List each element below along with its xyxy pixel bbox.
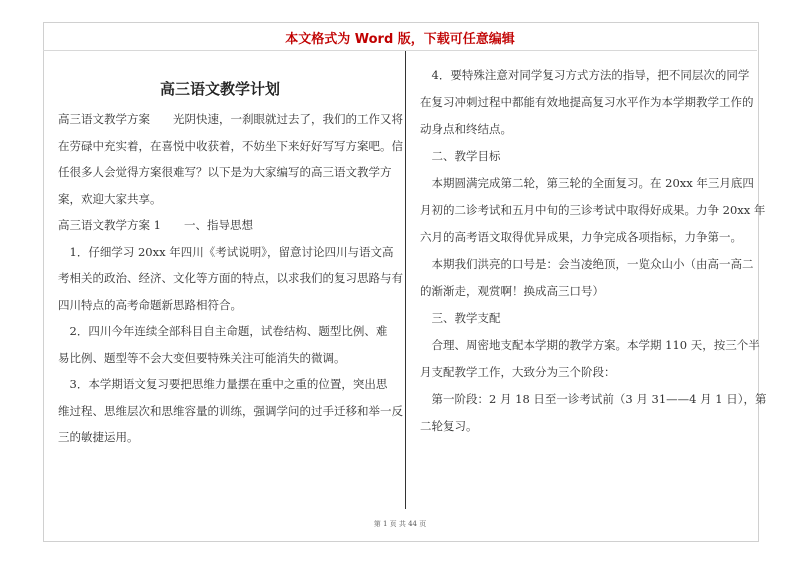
editable-format-banner: 本文格式为 Word 版，下载可任意编辑 <box>285 32 515 47</box>
left-text-line: 维过程、思维层次和思维容量的训练，强调学问的过手迁移和举一反 <box>58 403 403 418</box>
left-text-line: 三的敏捷运用。 <box>58 430 139 444</box>
right-text-line: 本期圆满完成第二轮，第三轮的全面复习。在 20xx 年三月底四 <box>420 176 754 190</box>
left-text-line: 案，欢迎大家共享。 <box>58 191 162 206</box>
right-text-line: 在复习冲刺过程中都能有效地提高复习水平作为本学期教学工作的 <box>420 95 754 109</box>
right-text-line: 三、教学支配 <box>420 311 501 325</box>
right-text-line: 4．要特殊注意对同学复习方式方法的指导，把不同层次的同学 <box>420 68 750 82</box>
left-text-line: 易比例、题型等不会大变但要特殊关注可能消失的微调。 <box>58 350 346 365</box>
left-text-line: 考相关的政治、经济、文化等方面的特点，以求我们的复习思路与有 <box>58 271 403 285</box>
right-column <box>420 62 767 440</box>
left-text-line: 2．四川今年连续全部科目自主命题，试卷结构、题型比例、难 <box>58 324 388 338</box>
right-text-line: 六月的高考语文取得优异成果，力争完成各项指标，力争第一。 <box>420 230 742 244</box>
left-text-line: 1．仔细学习 20xx 年四川《考试说明》，留意讨论四川与语文高 <box>58 244 394 259</box>
document-title: 高三语文教学计划 <box>160 80 281 98</box>
left-text-line: 任很多人会觉得方案很难写？以下是为大家编写的高三语文教学方 <box>58 165 392 179</box>
right-text-line: 月支配教学工作，大致分为三个阶段： <box>420 365 616 379</box>
left-text-line: 高三语文教学方案 光阴快速，一刹眼就过去了，我们的工作又将 <box>58 112 403 126</box>
right-text-line: 合理、周密地支配本学期的教学方案。本学期 110 天，按三个半 <box>420 338 760 352</box>
left-text-line: 四川特点的高考命题新思路相符合。 <box>58 297 242 312</box>
left-text-line: 3．本学期语文复习要把思维力量摆在重中之重的位置，突出思 <box>58 377 388 391</box>
page-number-footer: 第 1 页 共 44 页 <box>373 520 427 528</box>
right-text-line: 二轮复习。 <box>420 419 478 433</box>
left-text-line: 高三语文教学方案 1 一、指导思想 <box>58 218 253 232</box>
right-text-line: 动身点和终结点。 <box>420 122 512 136</box>
right-text-line: 本期我们洪亮的口号是：会当凌绝顶，一览众山小（由高一高二 <box>420 257 754 271</box>
right-text-line: 第一阶段：2 月 18 日至一诊考试前（3 月 31——4 月 1 日），第 <box>420 392 767 406</box>
right-text-line: 二、教学目标 <box>420 149 501 163</box>
left-text-line: 在劳碌中充实着，在喜悦中收获着，不妨坐下来好好写写方案吧。信 <box>58 138 403 153</box>
right-text-line: 的渐渐走，观赏啊！换成高三口号） <box>420 284 604 298</box>
banner-divider <box>43 50 757 51</box>
right-text-line: 月初的二诊考试和五月中旬的三诊考试中取得好成果。力争 20xx 年 <box>420 203 766 217</box>
column-divider <box>405 51 406 509</box>
left-column <box>58 106 403 451</box>
